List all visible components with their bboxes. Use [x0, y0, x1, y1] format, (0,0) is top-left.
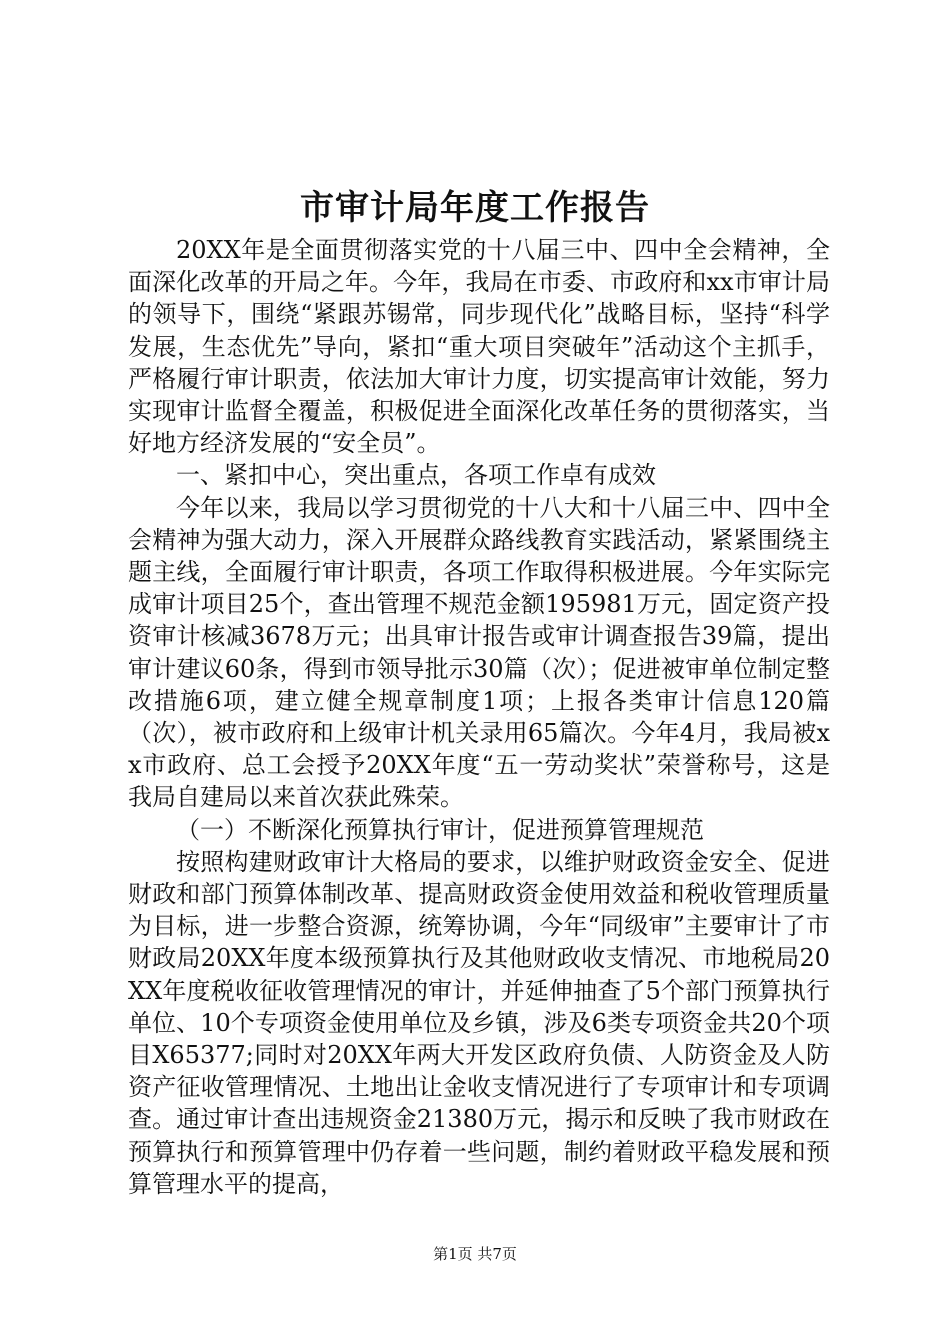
document-body: [128, 234, 830, 1200]
document-title: 市审计局年度工作报告: [300, 188, 650, 228]
paragraph-intro: 20XX年是全面贯彻落实党的十八届三中、四中全会精神，全面深化改革的开局之年。今年，我局在市委、市政府和xx市审计局的领导下，围绕“紧跟苏锡常，同步现代化”战略目标，坚持“科学发展，生态优先”导向，紧扣“重大项目突破年”活动这个主抓手，严格履行审计职责，依法加大审计力度，切实提高审计效能，努力实现审计监督全覆盖，积极促进全面深化改革任务的贯彻落实，当好地方经济发展的“安全员”。: [128, 236, 830, 458]
paragraph-budget-audit: 按照构建财政审计大格局的要求，以维护财政资金安全、促进财政和部门预算体制改革、提高财政资金使用效益和税收管理质量为目标，进一步整合资源，统筹协调，今年“同级审”主要审计了市财政局20XX年度本级预算执行及其他财政收支情况、市地税局20XX年度税收征收管理情况的审计，并延伸抽查了5个部门预算执行单位、10个专项资金使用单位及乡镇，涉及6类专项资金共20个项目X65377;同时对20XX年两大开发区政府负债、人防资金及人防资产征收管理情况、土地出让金收支情况进行了专项审计和专项调查。通过审计查出违规资金21380万元，揭示和反映了我市财政在预算执行和预算管理中仍存着一些问题，制约着财政平稳发展和预算管理水平的提高，: [128, 847, 830, 1198]
subsection-heading-1: （一）不断深化预算执行审计，促进预算管理规范: [176, 815, 704, 844]
page-number-footer: 第1页 共7页: [433, 1245, 517, 1263]
section-heading-1: 一、紧扣中心，突出重点，各项工作卓有成效: [176, 461, 656, 490]
paragraph-achievements: 今年以来，我局以学习贯彻党的十八大和十八届三中、四中全会精神为强大动力，深入开展群众路线教育实践活动，紧紧围绕主题主线，全面履行审计职责，各项工作取得积极进展。今年实际完成审计项目25个，查出管理不规范金额195981万元，固定资产投资审计核减3678万元；出具审计报告或审计调查报告39篇，提出审计建议60条，得到市领导批示30篇（次）；促进被审单位制定整改措施6项，建立健全规章制度1项；上报各类审计信息120篇（次），被市政府和上级审计机关录用65篇次。今年4月，我局被xx市政府、总工会授予20XX年度“五一劳动奖状”荣誉称号，这是我局自建局以来首次获此殊荣。: [128, 493, 830, 812]
